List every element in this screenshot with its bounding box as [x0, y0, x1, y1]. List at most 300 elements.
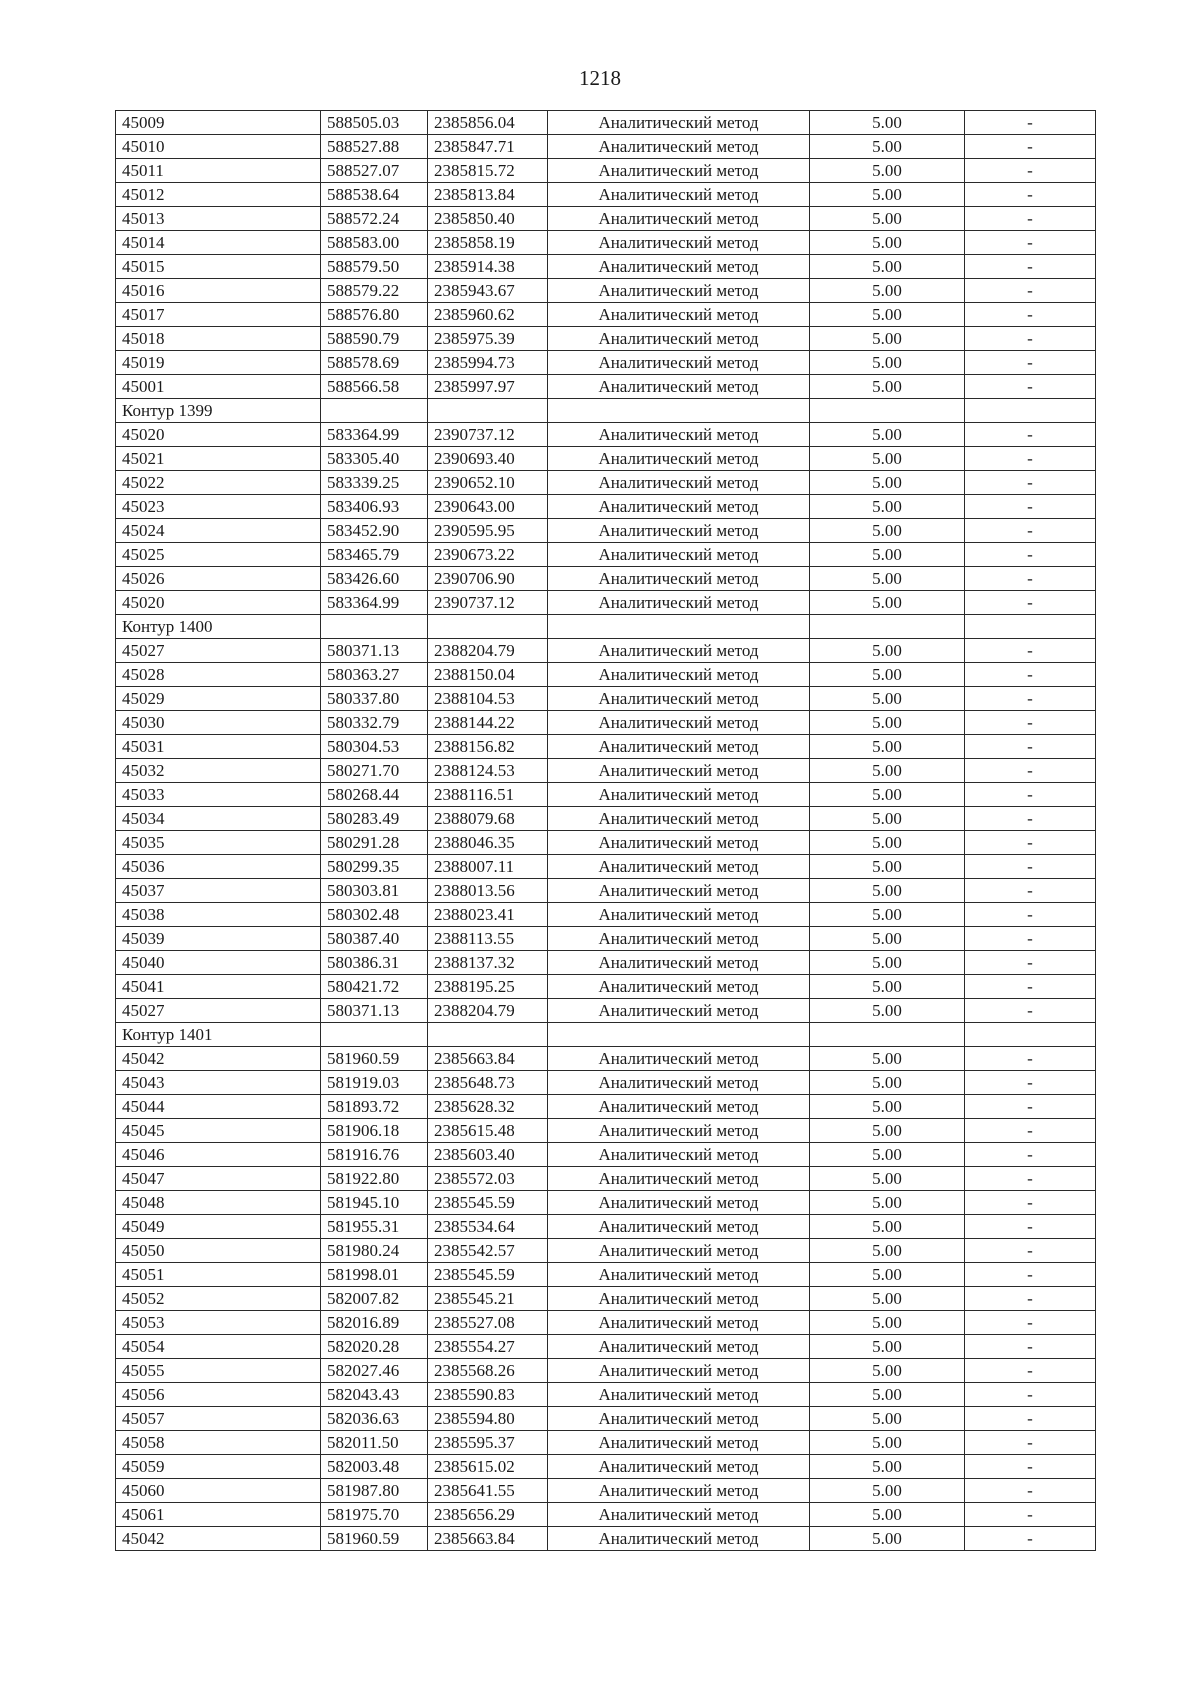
x-coordinate-cell: 588579.50 [321, 255, 428, 279]
table-row [116, 591, 1096, 615]
point-id-cell: 45010 [116, 135, 321, 159]
note-cell: - [965, 1191, 1096, 1215]
point-id-cell: 45036 [116, 855, 321, 879]
point-id-cell: 45018 [116, 327, 321, 351]
accuracy-cell: 5.00 [810, 639, 965, 663]
point-id-cell: 45058 [116, 1431, 321, 1455]
table-row [116, 999, 1096, 1023]
method-cell: Аналитический метод [548, 1047, 810, 1071]
table-row [116, 735, 1096, 759]
note-cell: - [965, 975, 1096, 999]
method-cell: Аналитический метод [548, 1407, 810, 1431]
point-id-cell: 45046 [116, 1143, 321, 1167]
table-row [116, 327, 1096, 351]
point-id-cell: 45009 [116, 111, 321, 135]
accuracy-cell: 5.00 [810, 831, 965, 855]
table-row [116, 1071, 1096, 1095]
note-cell: - [965, 159, 1096, 183]
method-cell: Аналитический метод [548, 1383, 810, 1407]
y-coordinate-cell: 2385994.73 [428, 351, 548, 375]
note-cell: - [965, 1095, 1096, 1119]
point-id-cell: 45001 [116, 375, 321, 399]
accuracy-cell: 5.00 [810, 183, 965, 207]
point-id-cell: 45048 [116, 1191, 321, 1215]
y-coordinate-cell: 2385615.02 [428, 1455, 548, 1479]
accuracy-cell: 5.00 [810, 447, 965, 471]
table-row [116, 471, 1096, 495]
point-id-cell: 45045 [116, 1119, 321, 1143]
x-coordinate-cell: 580371.13 [321, 999, 428, 1023]
accuracy-cell: 5.00 [810, 423, 965, 447]
accuracy-cell: 5.00 [810, 351, 965, 375]
y-coordinate-cell: 2390737.12 [428, 423, 548, 447]
method-cell: Аналитический метод [548, 1095, 810, 1119]
point-id-cell: 45011 [116, 159, 321, 183]
note-cell: - [965, 1311, 1096, 1335]
accuracy-cell: 5.00 [810, 855, 965, 879]
note-cell: - [965, 927, 1096, 951]
table-row [116, 231, 1096, 255]
note-cell: - [965, 759, 1096, 783]
x-coordinate-cell: 582011.50 [321, 1431, 428, 1455]
accuracy-cell: 5.00 [810, 471, 965, 495]
note-cell: - [965, 447, 1096, 471]
note-cell: - [965, 1215, 1096, 1239]
method-cell: Аналитический метод [548, 327, 810, 351]
point-id-cell: 45019 [116, 351, 321, 375]
x-coordinate-cell: 582003.48 [321, 1455, 428, 1479]
point-id-cell: 45035 [116, 831, 321, 855]
table-row [116, 1215, 1096, 1239]
accuracy-cell: 5.00 [810, 1311, 965, 1335]
note-cell: - [965, 855, 1096, 879]
y-coordinate-cell: 2390673.22 [428, 543, 548, 567]
point-id-cell: 45061 [116, 1503, 321, 1527]
method-cell: Аналитический метод [548, 1359, 810, 1383]
x-coordinate-cell: 580304.53 [321, 735, 428, 759]
table-row [116, 567, 1096, 591]
y-coordinate-cell: 2385943.67 [428, 279, 548, 303]
x-coordinate-cell: 581960.59 [321, 1527, 428, 1551]
note-cell: - [965, 519, 1096, 543]
x-coordinate-cell: 583364.99 [321, 591, 428, 615]
contour-label: Контур 1401 [116, 1023, 321, 1047]
method-cell: Аналитический метод [548, 999, 810, 1023]
accuracy-cell: 5.00 [810, 231, 965, 255]
accuracy-cell: 5.00 [810, 1455, 965, 1479]
x-coordinate-cell: 588579.22 [321, 279, 428, 303]
x-coordinate-cell: 582043.43 [321, 1383, 428, 1407]
accuracy-cell: 5.00 [810, 1095, 965, 1119]
x-coordinate-cell: 588572.24 [321, 207, 428, 231]
method-cell: Аналитический метод [548, 1191, 810, 1215]
y-coordinate-cell: 2385663.84 [428, 1047, 548, 1071]
method-cell: Аналитический метод [548, 1431, 810, 1455]
empty-cell [548, 615, 810, 639]
page-number: 1218 [579, 66, 621, 90]
x-coordinate-cell: 581975.70 [321, 1503, 428, 1527]
table-row [116, 1287, 1096, 1311]
accuracy-cell: 5.00 [810, 303, 965, 327]
point-id-cell: 45014 [116, 231, 321, 255]
y-coordinate-cell: 2385545.59 [428, 1263, 548, 1287]
table-row [116, 639, 1096, 663]
table-row [116, 423, 1096, 447]
method-cell: Аналитический метод [548, 1143, 810, 1167]
table-row [116, 759, 1096, 783]
point-id-cell: 45031 [116, 735, 321, 759]
note-cell: - [965, 1455, 1096, 1479]
table-row [116, 447, 1096, 471]
method-cell: Аналитический метод [548, 231, 810, 255]
table-row [116, 1455, 1096, 1479]
table-row [116, 519, 1096, 543]
method-cell: Аналитический метод [548, 663, 810, 687]
accuracy-cell: 5.00 [810, 135, 965, 159]
table-row [116, 1479, 1096, 1503]
table-row [116, 1191, 1096, 1215]
x-coordinate-cell: 581916.76 [321, 1143, 428, 1167]
method-cell: Аналитический метод [548, 711, 810, 735]
y-coordinate-cell: 2385572.03 [428, 1167, 548, 1191]
y-coordinate-cell: 2388023.41 [428, 903, 548, 927]
method-cell: Аналитический метод [548, 639, 810, 663]
note-cell: - [965, 207, 1096, 231]
note-cell: - [965, 879, 1096, 903]
table-row [116, 855, 1096, 879]
note-cell: - [965, 1071, 1096, 1095]
x-coordinate-cell: 588578.69 [321, 351, 428, 375]
point-id-cell: 45016 [116, 279, 321, 303]
method-cell: Аналитический метод [548, 207, 810, 231]
x-coordinate-cell: 581987.80 [321, 1479, 428, 1503]
x-coordinate-cell: 581955.31 [321, 1215, 428, 1239]
accuracy-cell: 5.00 [810, 807, 965, 831]
method-cell: Аналитический метод [548, 351, 810, 375]
y-coordinate-cell: 2385858.19 [428, 231, 548, 255]
point-id-cell: 45043 [116, 1071, 321, 1095]
accuracy-cell: 5.00 [810, 279, 965, 303]
point-id-cell: 45030 [116, 711, 321, 735]
note-cell: - [965, 999, 1096, 1023]
x-coordinate-cell: 581893.72 [321, 1095, 428, 1119]
point-id-cell: 45057 [116, 1407, 321, 1431]
table-row [116, 1359, 1096, 1383]
x-coordinate-cell: 580291.28 [321, 831, 428, 855]
method-cell: Аналитический метод [548, 831, 810, 855]
method-cell: Аналитический метод [548, 111, 810, 135]
coordinates-table [115, 110, 1096, 1551]
point-id-cell: 45055 [116, 1359, 321, 1383]
accuracy-cell: 5.00 [810, 903, 965, 927]
note-cell: - [965, 375, 1096, 399]
table-row [116, 975, 1096, 999]
table-row [116, 375, 1096, 399]
y-coordinate-cell: 2390737.12 [428, 591, 548, 615]
point-id-cell: 45052 [116, 1287, 321, 1311]
note-cell: - [965, 303, 1096, 327]
point-id-cell: 45022 [116, 471, 321, 495]
method-cell: Аналитический метод [548, 807, 810, 831]
y-coordinate-cell: 2385656.29 [428, 1503, 548, 1527]
x-coordinate-cell: 583305.40 [321, 447, 428, 471]
accuracy-cell: 5.00 [810, 1047, 965, 1071]
accuracy-cell: 5.00 [810, 1215, 965, 1239]
table-row [116, 1119, 1096, 1143]
x-coordinate-cell: 588538.64 [321, 183, 428, 207]
method-cell: Аналитический метод [548, 855, 810, 879]
note-cell: - [965, 1503, 1096, 1527]
method-cell: Аналитический метод [548, 591, 810, 615]
y-coordinate-cell: 2385527.08 [428, 1311, 548, 1335]
note-cell: - [965, 1287, 1096, 1311]
table-row [116, 687, 1096, 711]
empty-cell [428, 615, 548, 639]
table-row [116, 1095, 1096, 1119]
y-coordinate-cell: 2390706.90 [428, 567, 548, 591]
y-coordinate-cell: 2385663.84 [428, 1527, 548, 1551]
empty-cell [965, 399, 1096, 423]
note-cell: - [965, 495, 1096, 519]
contour-label: Контур 1400 [116, 615, 321, 639]
empty-cell [548, 1023, 810, 1047]
empty-cell [548, 399, 810, 423]
y-coordinate-cell: 2385815.72 [428, 159, 548, 183]
contour-header-row [116, 399, 1096, 423]
note-cell: - [965, 183, 1096, 207]
y-coordinate-cell: 2385648.73 [428, 1071, 548, 1095]
x-coordinate-cell: 580303.81 [321, 879, 428, 903]
x-coordinate-cell: 581980.24 [321, 1239, 428, 1263]
table-row [116, 711, 1096, 735]
accuracy-cell: 5.00 [810, 159, 965, 183]
y-coordinate-cell: 2385847.71 [428, 135, 548, 159]
y-coordinate-cell: 2385975.39 [428, 327, 548, 351]
note-cell: - [965, 711, 1096, 735]
contour-label: Контур 1399 [116, 399, 321, 423]
point-id-cell: 45028 [116, 663, 321, 687]
point-id-cell: 45017 [116, 303, 321, 327]
point-id-cell: 45060 [116, 1479, 321, 1503]
contour-header-row [116, 1023, 1096, 1047]
method-cell: Аналитический метод [548, 1215, 810, 1239]
accuracy-cell: 5.00 [810, 879, 965, 903]
x-coordinate-cell: 580299.35 [321, 855, 428, 879]
empty-cell [321, 399, 428, 423]
point-id-cell: 45037 [116, 879, 321, 903]
accuracy-cell: 5.00 [810, 1119, 965, 1143]
table-row [116, 927, 1096, 951]
y-coordinate-cell: 2385534.64 [428, 1215, 548, 1239]
note-cell: - [965, 1431, 1096, 1455]
y-coordinate-cell: 2385813.84 [428, 183, 548, 207]
method-cell: Аналитический метод [548, 1167, 810, 1191]
table-row [116, 1047, 1096, 1071]
point-id-cell: 45044 [116, 1095, 321, 1119]
table-row [116, 879, 1096, 903]
accuracy-cell: 5.00 [810, 759, 965, 783]
y-coordinate-cell: 2385914.38 [428, 255, 548, 279]
accuracy-cell: 5.00 [810, 1239, 965, 1263]
x-coordinate-cell: 588583.00 [321, 231, 428, 255]
point-id-cell: 45015 [116, 255, 321, 279]
accuracy-cell: 5.00 [810, 999, 965, 1023]
method-cell: Аналитический метод [548, 1527, 810, 1551]
note-cell: - [965, 1239, 1096, 1263]
table-row [116, 207, 1096, 231]
note-cell: - [965, 111, 1096, 135]
method-cell: Аналитический метод [548, 255, 810, 279]
method-cell: Аналитический метод [548, 759, 810, 783]
x-coordinate-cell: 581919.03 [321, 1071, 428, 1095]
x-coordinate-cell: 588527.07 [321, 159, 428, 183]
table-row [116, 831, 1096, 855]
accuracy-cell: 5.00 [810, 1527, 965, 1551]
method-cell: Аналитический метод [548, 183, 810, 207]
x-coordinate-cell: 580337.80 [321, 687, 428, 711]
point-id-cell: 45033 [116, 783, 321, 807]
empty-cell [810, 615, 965, 639]
table-row [116, 903, 1096, 927]
empty-cell [321, 1023, 428, 1047]
table-row [116, 303, 1096, 327]
method-cell: Аналитический метод [548, 1119, 810, 1143]
y-coordinate-cell: 2385590.83 [428, 1383, 548, 1407]
x-coordinate-cell: 580332.79 [321, 711, 428, 735]
note-cell: - [965, 1527, 1096, 1551]
method-cell: Аналитический метод [548, 903, 810, 927]
note-cell: - [965, 543, 1096, 567]
method-cell: Аналитический метод [548, 735, 810, 759]
x-coordinate-cell: 580271.70 [321, 759, 428, 783]
accuracy-cell: 5.00 [810, 543, 965, 567]
method-cell: Аналитический метод [548, 1287, 810, 1311]
table-row [116, 279, 1096, 303]
x-coordinate-cell: 582016.89 [321, 1311, 428, 1335]
accuracy-cell: 5.00 [810, 591, 965, 615]
y-coordinate-cell: 2388137.32 [428, 951, 548, 975]
note-cell: - [965, 687, 1096, 711]
y-coordinate-cell: 2385997.97 [428, 375, 548, 399]
accuracy-cell: 5.00 [810, 1167, 965, 1191]
accuracy-cell: 5.00 [810, 1335, 965, 1359]
accuracy-cell: 5.00 [810, 495, 965, 519]
accuracy-cell: 5.00 [810, 711, 965, 735]
point-id-cell: 45027 [116, 639, 321, 663]
y-coordinate-cell: 2385603.40 [428, 1143, 548, 1167]
y-coordinate-cell: 2385856.04 [428, 111, 548, 135]
note-cell: - [965, 423, 1096, 447]
x-coordinate-cell: 583452.90 [321, 519, 428, 543]
note-cell: - [965, 639, 1096, 663]
accuracy-cell: 5.00 [810, 111, 965, 135]
note-cell: - [965, 351, 1096, 375]
table-row [116, 1431, 1096, 1455]
y-coordinate-cell: 2388046.35 [428, 831, 548, 855]
table-row [116, 495, 1096, 519]
table-row [116, 351, 1096, 375]
point-id-cell: 45049 [116, 1215, 321, 1239]
y-coordinate-cell: 2388150.04 [428, 663, 548, 687]
x-coordinate-cell: 582027.46 [321, 1359, 428, 1383]
empty-cell [428, 399, 548, 423]
x-coordinate-cell: 581945.10 [321, 1191, 428, 1215]
y-coordinate-cell: 2388156.82 [428, 735, 548, 759]
y-coordinate-cell: 2385594.80 [428, 1407, 548, 1431]
empty-cell [810, 399, 965, 423]
y-coordinate-cell: 2390643.00 [428, 495, 548, 519]
method-cell: Аналитический метод [548, 1263, 810, 1287]
note-cell: - [965, 1407, 1096, 1431]
method-cell: Аналитический метод [548, 279, 810, 303]
x-coordinate-cell: 583406.93 [321, 495, 428, 519]
x-coordinate-cell: 580386.31 [321, 951, 428, 975]
note-cell: - [965, 831, 1096, 855]
y-coordinate-cell: 2385628.32 [428, 1095, 548, 1119]
note-cell: - [965, 591, 1096, 615]
empty-cell [428, 1023, 548, 1047]
y-coordinate-cell: 2388007.11 [428, 855, 548, 879]
y-coordinate-cell: 2388144.22 [428, 711, 548, 735]
x-coordinate-cell: 581960.59 [321, 1047, 428, 1071]
method-cell: Аналитический метод [548, 375, 810, 399]
note-cell: - [965, 1119, 1096, 1143]
x-coordinate-cell: 583364.99 [321, 423, 428, 447]
method-cell: Аналитический метод [548, 159, 810, 183]
accuracy-cell: 5.00 [810, 519, 965, 543]
accuracy-cell: 5.00 [810, 327, 965, 351]
method-cell: Аналитический метод [548, 447, 810, 471]
note-cell: - [965, 135, 1096, 159]
x-coordinate-cell: 580363.27 [321, 663, 428, 687]
method-cell: Аналитический метод [548, 879, 810, 903]
accuracy-cell: 5.00 [810, 1287, 965, 1311]
x-coordinate-cell: 580302.48 [321, 903, 428, 927]
x-coordinate-cell: 588576.80 [321, 303, 428, 327]
point-id-cell: 45020 [116, 591, 321, 615]
note-cell: - [965, 255, 1096, 279]
empty-cell [965, 615, 1096, 639]
point-id-cell: 45024 [116, 519, 321, 543]
y-coordinate-cell: 2388104.53 [428, 687, 548, 711]
accuracy-cell: 5.00 [810, 255, 965, 279]
note-cell: - [965, 567, 1096, 591]
y-coordinate-cell: 2385545.59 [428, 1191, 548, 1215]
y-coordinate-cell: 2385542.57 [428, 1239, 548, 1263]
method-cell: Аналитический метод [548, 471, 810, 495]
x-coordinate-cell: 581906.18 [321, 1119, 428, 1143]
accuracy-cell: 5.00 [810, 927, 965, 951]
x-coordinate-cell: 582036.63 [321, 1407, 428, 1431]
method-cell: Аналитический метод [548, 495, 810, 519]
accuracy-cell: 5.00 [810, 1263, 965, 1287]
point-id-cell: 45053 [116, 1311, 321, 1335]
method-cell: Аналитический метод [548, 567, 810, 591]
table-row [116, 543, 1096, 567]
note-cell: - [965, 231, 1096, 255]
note-cell: - [965, 327, 1096, 351]
point-id-cell: 45038 [116, 903, 321, 927]
note-cell: - [965, 1383, 1096, 1407]
table-row [116, 1263, 1096, 1287]
note-cell: - [965, 279, 1096, 303]
method-cell: Аналитический метод [548, 135, 810, 159]
note-cell: - [965, 783, 1096, 807]
y-coordinate-cell: 2390693.40 [428, 447, 548, 471]
note-cell: - [965, 1359, 1096, 1383]
y-coordinate-cell: 2385545.21 [428, 1287, 548, 1311]
accuracy-cell: 5.00 [810, 975, 965, 999]
